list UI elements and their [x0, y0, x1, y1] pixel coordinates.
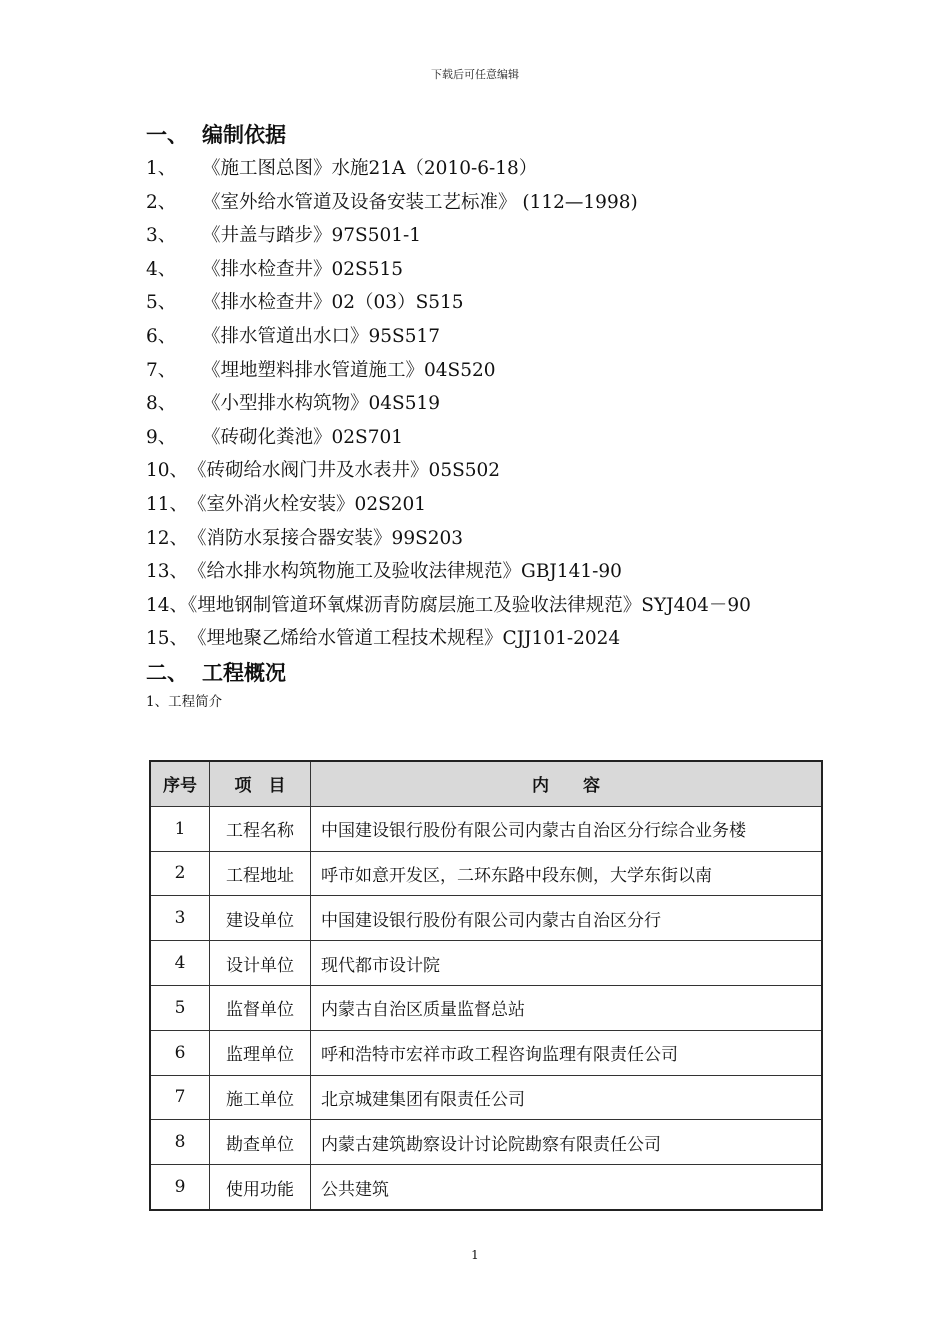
cell-no: 3: [150, 896, 210, 941]
cell-content: 内蒙古自治区质量监督总站: [311, 985, 823, 1030]
list-item: [146, 488, 836, 522]
cell-no: 7: [150, 1075, 210, 1120]
table-row: [150, 1165, 822, 1210]
table-row: [150, 806, 822, 851]
list-item: [146, 421, 836, 455]
item-index: 1、: [146, 158, 177, 179]
reference-list: [146, 152, 836, 656]
list-item: [146, 219, 836, 253]
item-text: 《排水检查井》02S515: [202, 258, 404, 280]
item-index: 14、: [146, 594, 189, 616]
item-text: 《砖砌给水阀门井及水表井》05S502: [188, 460, 501, 482]
table-row: [150, 851, 822, 896]
item-index: 7、: [146, 359, 177, 381]
section-number: 一、: [146, 123, 188, 147]
cell-item: 监督单位: [210, 985, 311, 1030]
item-index: 12、: [146, 527, 189, 549]
item-text: 《井盖与踏步》97S501-1: [202, 225, 422, 247]
table-header-row: [150, 761, 822, 806]
header-item: 项 目: [210, 761, 311, 806]
cell-content: 中国建设银行股份有限公司内蒙古自治区分行: [311, 896, 823, 941]
project-info-table: [149, 760, 823, 1211]
section-heading-overview: [146, 656, 836, 690]
item-index: 6、: [146, 325, 177, 347]
table-row: [150, 896, 822, 941]
item-index: 5、: [146, 292, 177, 314]
header-no: 序号: [150, 761, 210, 806]
page-number: 1: [471, 1248, 479, 1262]
cell-item: 勘查单位: [210, 1120, 311, 1165]
cell-no: 8: [150, 1120, 210, 1165]
cell-content: 内蒙古建筑勘察设计讨论院勘察有限责任公司: [311, 1120, 823, 1165]
subsection-label: 1、工程简介: [146, 693, 223, 710]
item-index: 10、: [146, 460, 189, 482]
item-text-wrapped: [146, 589, 836, 623]
cell-content: 北京城建集团有限责任公司: [311, 1075, 823, 1120]
item-index: 2、: [146, 191, 177, 213]
list-item: [146, 152, 836, 186]
list-item: [146, 286, 836, 320]
item-index: 3、: [146, 225, 177, 247]
item-text: 《埋地钢制管道环氧煤沥青防腐层施工及验收法律规范》SYJ404－90: [188, 594, 751, 616]
section-number: 二、: [146, 660, 188, 685]
item-index: 4、: [146, 258, 177, 280]
header-note: 下载后可任意编辑: [431, 68, 519, 81]
list-item: [146, 454, 836, 488]
table-row: [150, 985, 822, 1030]
list-item: [146, 186, 836, 220]
table-row: [150, 1075, 822, 1120]
cell-no: 2: [150, 851, 210, 896]
item-index: 11、: [146, 493, 189, 515]
cell-content: 现代都市设计院: [311, 941, 823, 986]
item-text: 《埋地聚乙烯给水管道工程技术规程》CJJ101-2024: [188, 628, 621, 650]
item-text: 《室外给水管道及设备安装工艺标准》 (112—1998): [202, 191, 638, 213]
list-item: [146, 622, 836, 656]
header-content: 内 容: [311, 761, 823, 806]
section-title: 编制依据: [202, 123, 286, 147]
cell-item: 使用功能: [210, 1165, 311, 1210]
list-item: [146, 320, 836, 354]
list-item: [146, 555, 836, 589]
item-text: 《砖砌化粪池》02S701: [202, 426, 404, 448]
item-text: 《给水排水构筑物施工及验收法律规范》GBJ141-90: [188, 561, 622, 583]
cell-no: 9: [150, 1165, 210, 1210]
item-text: 《消防水泵接合器安装》99S203: [188, 527, 464, 549]
item-text: 《小型排水构筑物》04S519: [202, 393, 441, 415]
cell-item: 工程地址: [210, 851, 311, 896]
item-index: 8、: [146, 393, 177, 415]
item-text: 《室外消火栓安装》02S201: [188, 493, 427, 515]
list-item: [146, 522, 836, 556]
section-heading-basis: [146, 118, 836, 152]
cell-no: 4: [150, 941, 210, 986]
list-item: [146, 253, 836, 287]
cell-item: 工程名称: [210, 806, 311, 851]
table-row: [150, 1030, 822, 1075]
cell-no: 1: [150, 806, 210, 851]
document-body: [146, 118, 836, 716]
cell-content: 呼和浩特市宏祥市政工程咨询监理有限责任公司: [311, 1030, 823, 1075]
cell-no: 6: [150, 1030, 210, 1075]
item-index: 13、: [146, 561, 189, 583]
item-text: 《排水管道出水口》95S517: [202, 325, 441, 347]
cell-content: 公共建筑: [311, 1165, 823, 1210]
list-item: [146, 387, 836, 421]
list-item: [146, 589, 836, 623]
item-text: 《排水检查井》02（03）S515: [202, 292, 464, 314]
cell-content: 中国建设银行股份有限公司内蒙古自治区分行综合业务楼: [311, 806, 823, 851]
table-row: [150, 1120, 822, 1165]
item-text: 《施工图总图》水施21A（2010-6-18）: [202, 158, 538, 179]
cell-item: 设计单位: [210, 941, 311, 986]
cell-item: 监理单位: [210, 1030, 311, 1075]
section-title: 工程概况: [202, 660, 286, 685]
item-index: 15、: [146, 628, 189, 650]
cell-item: 施工单位: [210, 1075, 311, 1120]
table-row: [150, 941, 822, 986]
cell-content: 呼市如意开发区，二环东路中段东侧，大学东街以南: [311, 851, 823, 896]
cell-no: 5: [150, 985, 210, 1030]
item-index: 9、: [146, 426, 177, 448]
item-text: 《埋地塑料排水管道施工》04S520: [202, 359, 496, 381]
list-item: [146, 354, 836, 388]
cell-item: 建设单位: [210, 896, 311, 941]
